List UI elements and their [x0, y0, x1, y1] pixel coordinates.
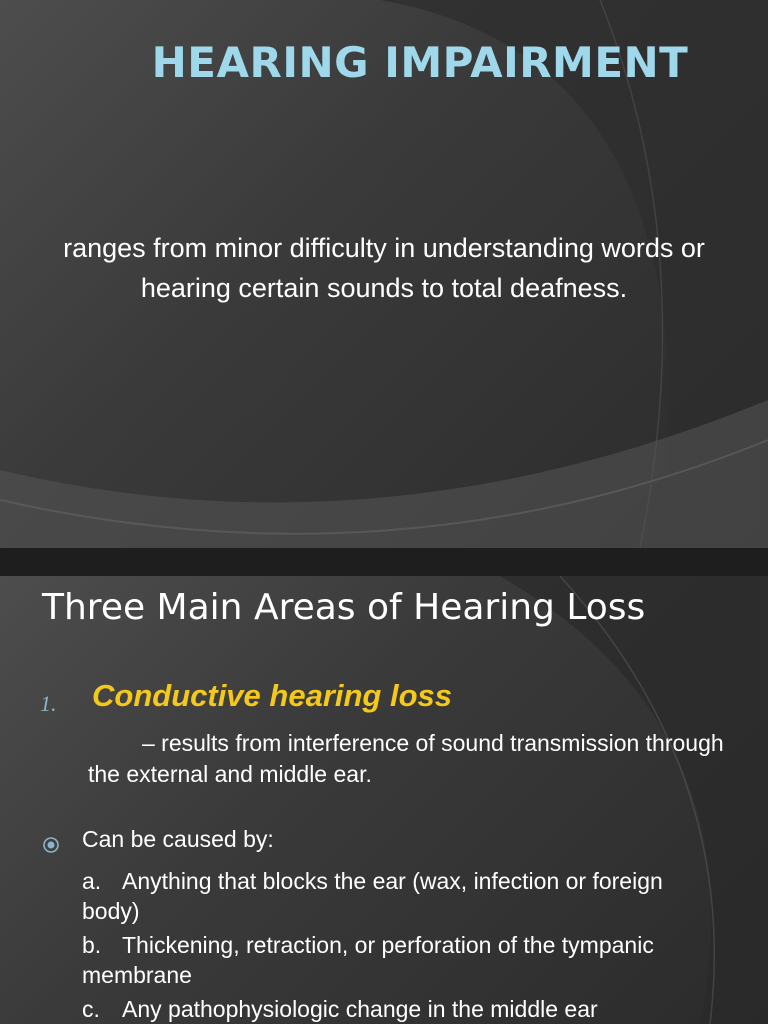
- list-item: a. Anything that blocks the ear (wax, infection or foreign body): [82, 868, 663, 924]
- definition-text: ranges from minor difficulty in understanding words or hearing certain sounds to total deafness.: [63, 233, 705, 303]
- slide-title: HEARING IMPAIRMENT: [151, 38, 689, 87]
- list-item: c. Any pathophysiologic change in the middle ear: [82, 996, 598, 1022]
- slide-three-main-areas: [0, 576, 768, 1024]
- slide-title: Three Main Areas of Hearing Loss: [42, 587, 646, 628]
- item-heading: Conductive hearing loss: [92, 678, 453, 713]
- target-bullet-icon: [42, 836, 60, 854]
- item-description: – results from interference of sound transmission through the external and middle ear.: [88, 730, 724, 787]
- bullet-text: Can be caused by:: [82, 826, 274, 852]
- list-item: b. Thickening, retraction, or perforation of the tympanic membrane: [82, 932, 654, 988]
- list-number: 1.: [40, 691, 57, 716]
